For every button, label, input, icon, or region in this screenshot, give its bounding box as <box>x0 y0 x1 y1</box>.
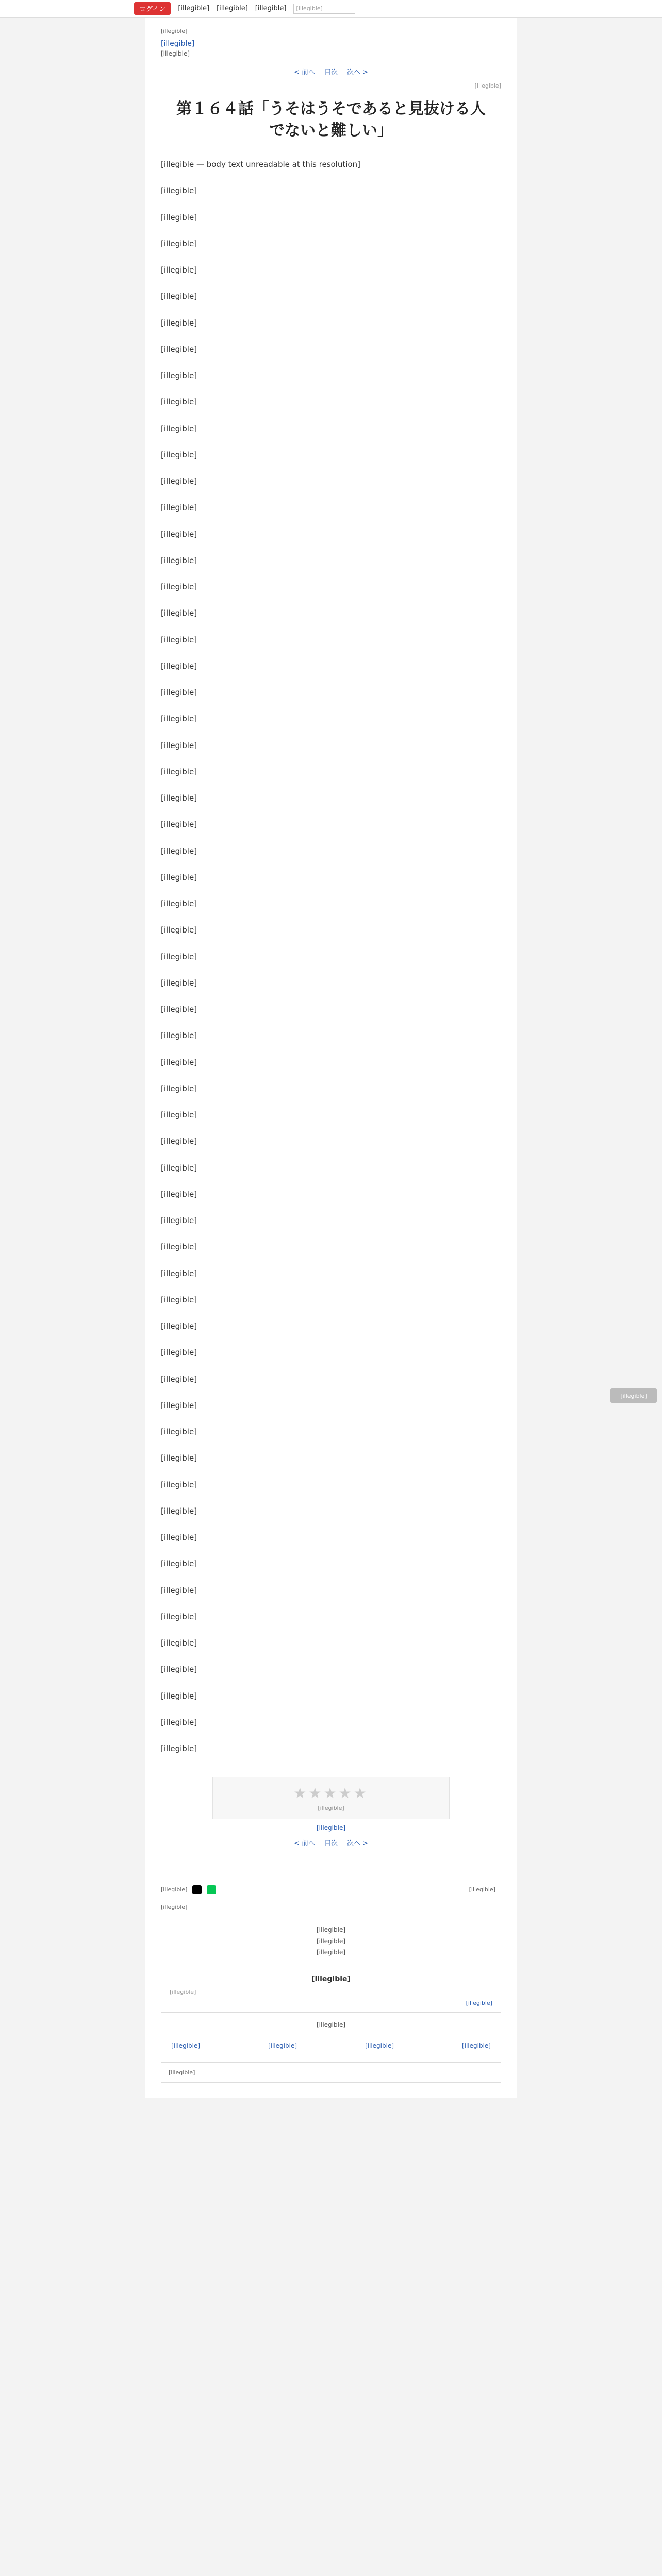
rating-stars[interactable]: ★★★★★ <box>293 1785 369 1802</box>
next-link-bottom[interactable]: 次へ > <box>347 1840 369 1848</box>
body-paragraph: [illegible] <box>161 925 197 935</box>
body-paragraph: [illegible] <box>161 1453 197 1463</box>
latest-reviews-title: [illegible] <box>311 1975 351 1984</box>
footer-link-4[interactable]: [illegible] <box>461 2042 491 2050</box>
body-paragraph: [illegible] <box>161 450 197 460</box>
body-paragraph: [illegible] <box>161 1268 197 1278</box>
body-paragraph: [illegible] <box>161 1717 197 1727</box>
body-paragraph: [illegible] <box>161 1691 197 1701</box>
body-paragraph: [illegible] <box>161 952 197 961</box>
body-paragraph: [illegible] <box>161 1665 197 1674</box>
notice-wide: [illegible] <box>161 1904 188 1911</box>
body-paragraph: [illegible] <box>161 820 197 829</box>
body-paragraph: [illegible] <box>161 1057 197 1067</box>
center-note-1: [illegible] <box>316 1926 346 1934</box>
body-paragraph: [illegible] <box>161 1083 197 1093</box>
prev-link[interactable]: < 前へ <box>293 69 315 76</box>
footer-notice: [illegible] <box>161 2062 501 2083</box>
main-content <box>145 18 517 1874</box>
body-paragraph: [illegible] <box>161 1110 197 1120</box>
body-paragraph: [illegible] <box>161 1638 197 1648</box>
body-paragraph: [illegible] <box>161 1005 197 1014</box>
body-paragraph: [illegible] <box>161 1163 197 1173</box>
series-title-link[interactable]: [illegible] <box>161 40 195 48</box>
body-paragraph: [illegible — body text unreadable at this resolution] <box>161 160 360 169</box>
body-paragraph: [illegible] <box>161 1744 197 1753</box>
side-tab[interactable]: [illegible] <box>610 1388 657 1403</box>
body-paragraph: [illegible] <box>161 1400 197 1410</box>
body-paragraph: [illegible] <box>161 899 197 908</box>
body-paragraph: [illegible] <box>161 1189 197 1199</box>
topbar-item-3[interactable]: [illegible] <box>255 5 287 12</box>
login-button[interactable]: ログイン <box>134 2 171 15</box>
body-paragraph: [illegible] <box>161 1559 197 1569</box>
body-paragraph: [illegible] <box>161 1321 197 1331</box>
next-link[interactable]: 次へ > <box>347 69 369 76</box>
toc-link[interactable]: 目次 <box>324 69 338 76</box>
body-paragraph: [illegible] <box>161 239 197 248</box>
top-navbar <box>0 0 662 18</box>
footer-links <box>161 2037 501 2055</box>
rating-box <box>212 1777 450 1819</box>
center-note-3[interactable]: [illegible] <box>316 1948 346 1956</box>
body-paragraph: [illegible] <box>161 1348 197 1358</box>
lower-section <box>145 1874 517 2098</box>
top-page-nav <box>161 66 501 76</box>
footer-link-1[interactable]: [illegible] <box>171 2042 201 2050</box>
x-share-icon[interactable] <box>192 1885 202 1894</box>
body-paragraph: [illegible] <box>161 186 197 196</box>
bookmark-button[interactable]: [illegible] <box>464 1884 501 1895</box>
body-paragraph: [illegible] <box>161 1427 197 1436</box>
body-paragraph: [illegible] <box>161 292 197 301</box>
search-input[interactable]: [illegible] <box>293 4 355 14</box>
body-paragraph: [illegible] <box>161 978 197 988</box>
body-paragraph: [illegible] <box>161 661 197 671</box>
latest-reviews-more[interactable]: [illegible] <box>466 1999 492 2007</box>
body-paragraph: [illegible] <box>161 1031 197 1041</box>
latest-reviews-box <box>161 1969 501 2013</box>
rating-note: [illegible] <box>318 1805 344 1812</box>
body-paragraph: [illegible] <box>161 793 197 803</box>
body-paragraph: [illegible] <box>161 767 197 776</box>
chapter-title: 第１６４話「うそはうそであると見抜ける人でないと難しい」 <box>176 100 486 140</box>
share-label: [illegible] <box>161 1886 188 1893</box>
chapter-body <box>161 157 501 1756</box>
footer-link-3[interactable]: [illegible] <box>365 2042 394 2050</box>
body-paragraph: [illegible] <box>161 344 197 354</box>
body-paragraph: [illegible] <box>161 1480 197 1489</box>
prev-link-bottom[interactable]: < 前へ <box>293 1840 315 1848</box>
body-paragraph: [illegible] <box>161 1295 197 1304</box>
body-paragraph: [illegible] <box>161 477 197 486</box>
topbar-item-2[interactable]: [illegible] <box>217 5 248 12</box>
center-note-2: [illegible] <box>316 1937 346 1945</box>
line-share-icon[interactable] <box>207 1885 216 1894</box>
latest-reviews-empty: [illegible] <box>170 1989 196 1996</box>
series-meta: [illegible] <box>161 50 190 57</box>
body-paragraph: [illegible] <box>161 582 197 591</box>
review-link[interactable]: [illegible] <box>316 1824 346 1832</box>
share-row <box>161 1879 501 1900</box>
body-paragraph: [illegible] <box>161 555 197 565</box>
body-paragraph: [illegible] <box>161 371 197 380</box>
body-paragraph: [illegible] <box>161 397 197 407</box>
toc-link-bottom[interactable]: 目次 <box>324 1840 338 1848</box>
body-paragraph: [illegible] <box>161 503 197 513</box>
body-paragraph: [illegible] <box>161 529 197 539</box>
body-paragraph: [illegible] <box>161 1242 197 1252</box>
body-paragraph: [illegible] <box>161 1374 197 1384</box>
footer-link-2[interactable]: [illegible] <box>268 2042 297 2050</box>
review-write-note[interactable]: [illegible] <box>316 2021 346 2029</box>
body-paragraph: [illegible] <box>161 212 197 222</box>
body-paragraph: [illegible] <box>161 1612 197 1621</box>
center-notes <box>161 1925 501 1958</box>
body-paragraph: [illegible] <box>161 872 197 882</box>
body-paragraph: [illegible] <box>161 318 197 328</box>
body-paragraph: [illegible] <box>161 740 197 750</box>
header-note: [illegible] <box>161 28 188 35</box>
topbar-item-1[interactable]: [illegible] <box>178 5 210 12</box>
body-paragraph: [illegible] <box>161 1216 197 1225</box>
body-paragraph: [illegible] <box>161 635 197 645</box>
body-paragraph: [illegible] <box>161 846 197 856</box>
episode-number: [illegible] <box>474 82 501 89</box>
body-paragraph: [illegible] <box>161 688 197 697</box>
body-paragraph: [illegible] <box>161 714 197 724</box>
body-paragraph: [illegible] <box>161 1585 197 1595</box>
body-paragraph: [illegible] <box>161 265 197 275</box>
body-paragraph: [illegible] <box>161 1506 197 1516</box>
bottom-page-nav <box>161 1838 501 1848</box>
body-paragraph: [illegible] <box>161 608 197 618</box>
body-paragraph: [illegible] <box>161 423 197 433</box>
body-paragraph: [illegible] <box>161 1533 197 1542</box>
body-paragraph: [illegible] <box>161 1137 197 1146</box>
